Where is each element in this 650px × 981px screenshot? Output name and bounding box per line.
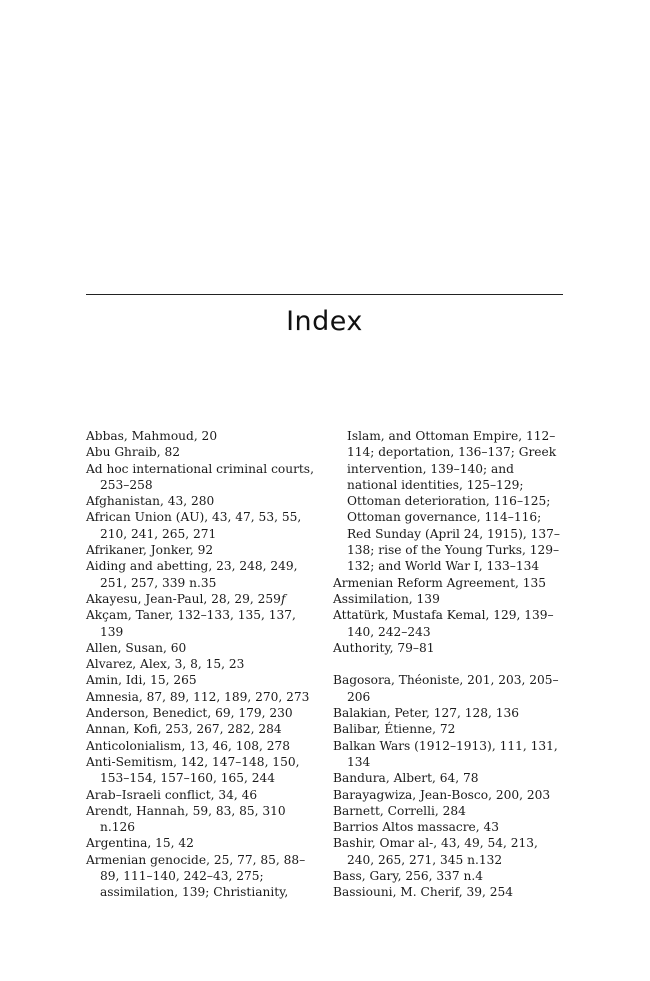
index-entry: Attatürk, Mustafa Kemal, 129, 139–140, 242–243: [333, 608, 554, 639]
index-entry: Balibar, Étienne, 72: [333, 722, 456, 737]
index-entry: Barrios Altos massacre, 43: [333, 820, 500, 835]
index-entry: Anderson, Benedict, 69, 179, 230: [86, 706, 293, 721]
index-entry: Balakian, Peter, 127, 128, 136: [333, 706, 520, 721]
index-entry: Amin, Idi, 15, 265: [86, 673, 197, 688]
index-entry: Anticolonialism, 13, 46, 108, 278: [86, 738, 290, 753]
index-entry: Balkan Wars (1912–1913), 111, 131, 134: [333, 738, 558, 769]
index-entry: Assimilation, 139: [333, 591, 440, 606]
index-column-right: [333, 428, 565, 901]
figure-marker: f: [280, 591, 286, 606]
index-entry: Arab–Israeli conflict, 34, 46: [86, 787, 258, 802]
index-entry: Afghanistan, 43, 280: [86, 494, 215, 509]
index-entry: Aiding and abetting, 23, 248, 249, 251, 257, 339 n.35: [86, 559, 298, 590]
index-entry: Abu Ghraib, 82: [86, 445, 180, 460]
index-entry: Armenian Reform Agreement, 135: [333, 575, 547, 590]
index-entry: Ad hoc international criminal courts, 253–258: [86, 461, 314, 492]
index-entry: Bandura, Albert, 64, 78: [333, 771, 479, 786]
page-title: Index: [286, 306, 363, 337]
index-entry: Bass, Gary, 256, 337 n.4: [333, 869, 483, 884]
index-entry: Authority, 79–81: [333, 640, 435, 655]
index-entry: Anti-Semitism, 142, 147–148, 150, 153–154, 157–160, 165, 244: [86, 754, 300, 786]
index-entry-continuation: Islam, and Ottoman Empire, 112–114; deportation, 136–137; Greek intervention, 139–140; and national identities, 125–129; Ottoman deterioration, 116–125; Ottoman governance, 114–116; Red Sunday (April 24, 1915), 137–138; rise of the Young Turks, 129–132; and World War I, 133–134: [347, 429, 560, 574]
index-entry: Amnesia, 87, 89, 112, 189, 270, 273: [86, 689, 310, 704]
index-entry: Annan, Kofi, 253, 267, 282, 284: [86, 722, 282, 737]
index-entry: Abbas, Mahmoud, 20: [86, 429, 218, 443]
index-entry: Akayesu, Jean-Paul, 28, 29, 259f: [86, 591, 286, 606]
index-entry: Argentina, 15, 42: [86, 836, 194, 851]
index-entry: Bashir, Omar al-, 43, 49, 54, 213, 240, 265, 271, 345 n.132: [333, 836, 538, 867]
index-entry: Afrikaner, Jonker, 92: [86, 543, 214, 558]
index-entry: Arendt, Hannah, 59, 83, 85, 310 n.126: [86, 803, 286, 835]
letter-group-gap: [333, 656, 565, 672]
index-entry: Allen, Susan, 60: [86, 640, 187, 655]
index-entry: Akçam, Taner, 132–133, 135, 137, 139: [86, 608, 296, 639]
index-entry: Bagosora, Théoniste, 201, 203, 205–206: [333, 673, 559, 704]
index-entry: Armenian genocide, 25, 77, 85, 88–89, 111–140, 242–43, 275; assimilation, 139; Christianity,: [86, 852, 306, 900]
index-entry: Barnett, Correlli, 284: [333, 803, 466, 818]
index-entry: Alvarez, Alex, 3, 8, 15, 23: [86, 657, 245, 672]
title-rule: [86, 294, 563, 295]
index-column-left: [86, 428, 318, 901]
index-entry: African Union (AU), 43, 47, 53, 55, 210, 241, 265, 271: [86, 510, 302, 541]
index-entry: Barayagwiza, Jean-Bosco, 200, 203: [333, 787, 551, 802]
index-entry: Bassiouni, M. Cherif, 39, 254: [333, 885, 513, 900]
